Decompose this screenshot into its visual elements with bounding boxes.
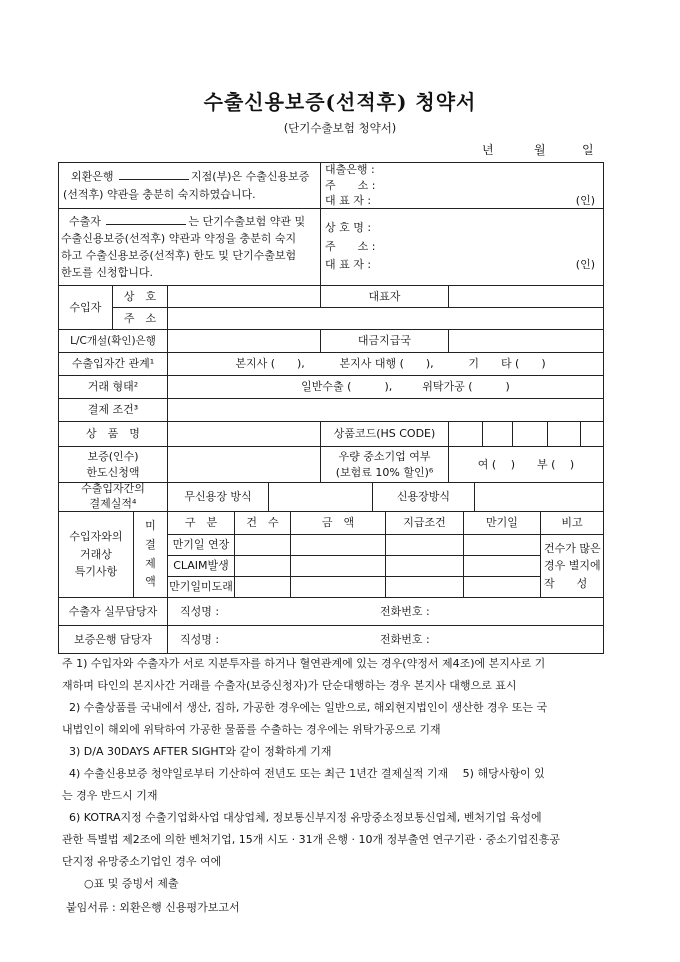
- importer-rep-input[interactable]: [448, 285, 604, 308]
- guarantee-label-1: 보증(인수): [87, 450, 139, 464]
- hs-code-box[interactable]: [448, 421, 483, 447]
- bank-stmt-prefix: 외환은행: [71, 169, 114, 183]
- footnote-line: 6) KOTRA지정 수출기업화사업 대상업체, 정보통신부지정 유망중소정보통신업체, 벤처기업 육성에: [62, 811, 542, 824]
- exporter-stmt-suffix: 는 단기수출보험 약관 및: [188, 214, 306, 228]
- hs-code-box[interactable]: [547, 421, 581, 447]
- payment-terms-label: 결제 조건³: [58, 398, 168, 422]
- col-header-remark: 비고: [540, 511, 604, 535]
- exporter-address-field[interactable]: 주 소 :: [325, 239, 376, 253]
- bank-contact-name-field[interactable]: 직성명 :: [180, 632, 220, 646]
- hs-code-box[interactable]: [512, 421, 548, 447]
- importer-name-label: 상 호: [112, 285, 168, 308]
- sme-label-1: 우량 중소기업 여부: [338, 450, 431, 464]
- special-label-1: 수입자와의: [69, 530, 123, 544]
- bank-contact-fields: [167, 625, 604, 654]
- exporter-stmt-prefix: 수출자: [69, 214, 101, 228]
- table-cell[interactable]: [463, 555, 541, 577]
- trade-general-option[interactable]: 일반수출 ( ),: [301, 380, 393, 394]
- footnote-line: 는 경우 반드시 기재: [62, 789, 158, 802]
- importer-label: 수입자: [58, 285, 113, 330]
- table-cell[interactable]: [385, 534, 464, 556]
- guarantee-label-2: 한도신청액: [86, 465, 140, 479]
- col-header-category: 구 분: [167, 511, 235, 535]
- exporter-blank[interactable]: [106, 214, 186, 225]
- exporter-stmt-line3: 하고 수출신용보증(선적후) 한도 및 단기수출보험: [61, 249, 297, 262]
- exporter-info: [320, 208, 604, 286]
- row-label-claim: CLAIM발생: [167, 555, 235, 577]
- trade-type-options: [167, 375, 604, 399]
- product-label: 상 품 명: [58, 421, 168, 447]
- lc-input[interactable]: [474, 482, 604, 512]
- date-year: 년: [482, 143, 494, 157]
- relation-agent-option[interactable]: 본지사 대행 ( ),: [339, 357, 434, 371]
- table-cell[interactable]: [385, 576, 464, 598]
- footnote-line: 3) D/A 30DAYS AFTER SIGHT와 같이 정확하게 기재: [62, 745, 332, 758]
- loan-bank-field[interactable]: 대출은행 :: [325, 162, 375, 176]
- trade-consign-option[interactable]: 위탁가공 ( ): [422, 380, 510, 394]
- col-header-count: 건 수: [234, 511, 291, 535]
- lc-label: 신용장방식: [372, 482, 475, 512]
- importer-rep-label: 대표자: [320, 285, 449, 308]
- exporter-contact-phone-field[interactable]: 전화번호 :: [380, 604, 430, 618]
- date-day: 일: [582, 143, 594, 157]
- relation-label: 수출입자간 관계¹: [58, 352, 168, 376]
- date-month: 월: [534, 143, 546, 157]
- importer-name-input[interactable]: [167, 285, 321, 308]
- footnote-line: 4) 수출신용보증 청약일로부터 기산하여 전년도 또는 최근 1년간 결제실적 기재 5) 해당사항이 있: [62, 767, 545, 780]
- remark-line: 경우 별지에: [544, 559, 601, 573]
- settlement-label: [58, 482, 168, 512]
- settlement-label-2: 결제실적⁴: [89, 497, 137, 510]
- hs-code-label: 상품코드(HS CODE): [320, 421, 449, 447]
- payment-terms-input[interactable]: [167, 398, 604, 422]
- sme-label: [320, 446, 449, 483]
- unpaid-char: 미: [145, 519, 156, 533]
- col-header-terms: 지급조건: [385, 511, 464, 535]
- footnote-line: 내법인이 해외에 위탁하여 가공한 물품를 수출하는 경우에는 위탁가공으로 기재: [62, 723, 441, 736]
- hs-code-box[interactable]: [580, 421, 604, 447]
- payment-country-label: 대금지급국: [320, 329, 449, 353]
- footnote-line: 주 1) 수입자와 수출자가 서로 지분투자를 하거나 혈연관계에 있는 경우(약정서 제4조)에 본지사로 기: [62, 657, 546, 670]
- table-cell[interactable]: [463, 576, 541, 598]
- bank-stmt-line2: (선적후) 약관을 충분히 숙지하였습니다.: [63, 187, 256, 201]
- remark-line: 작 성: [544, 576, 588, 590]
- bank-rep-field[interactable]: 대 표 자 :: [325, 194, 372, 208]
- exporter-rep-field[interactable]: 대 표 자 :: [325, 258, 372, 272]
- exporter-contact-fields: [167, 597, 604, 626]
- table-cell[interactable]: [234, 576, 291, 598]
- payment-country-input[interactable]: [448, 329, 604, 353]
- non-lc-input[interactable]: [268, 482, 373, 512]
- sme-options: [448, 446, 604, 483]
- importer-addr-input[interactable]: [167, 307, 604, 330]
- sme-no-option[interactable]: 부 ( ): [537, 457, 575, 471]
- table-cell[interactable]: [234, 555, 291, 577]
- table-cell[interactable]: [290, 576, 386, 598]
- unpaid-char: 결: [145, 537, 156, 551]
- exporter-seal: (인): [575, 258, 595, 272]
- guarantee-amount-input[interactable]: [167, 446, 321, 483]
- footnote-line: 재하며 타인의 본지사간 거래를 수출자(보증신청자)가 단순대행하는 경우 본지사 대행으로 표시: [62, 679, 517, 692]
- remark-line: 건수가 많은: [544, 541, 601, 555]
- settlement-label-1: 수출입자간의: [81, 482, 145, 496]
- footnotes: [62, 653, 607, 919]
- exporter-contact-label: 수출자 실무담당자: [58, 597, 168, 626]
- special-label-3: 특기사항: [74, 565, 118, 579]
- lc-bank-input[interactable]: [167, 329, 321, 353]
- bank-info: [320, 162, 604, 209]
- bank-stmt-suffix: 지점(부)은 수출신용보증: [191, 169, 310, 183]
- col-header-maturity: 만기일: [463, 511, 541, 535]
- exporter-stmt-line2: 수출신용보증(선적후) 약관과 약정을 충분히 숙지: [61, 231, 297, 245]
- sme-label-2: (보험료 10% 할인)⁶: [335, 465, 434, 479]
- bank-statement: [58, 162, 321, 209]
- relation-branch-option[interactable]: 본지사 ( ),: [235, 357, 305, 371]
- unpaid-char: 제: [145, 556, 156, 570]
- attachment-line: 붙임서류 : 외환은행 신용평가보고서: [66, 901, 240, 914]
- exporter-statement: [58, 208, 321, 286]
- footnote-line: 관한 특별법 제2조에 의한 벤처기업, 15개 시도 · 31개 은행 · 10개 정부출연 연구기관 · 중소기업진흥공: [62, 833, 560, 846]
- product-input[interactable]: [167, 421, 321, 447]
- form-title: 수출신용보증(선적후) 청약서: [203, 90, 477, 114]
- exporter-stmt-line4: 한도를 신청합니다.: [61, 266, 154, 280]
- unpaid-char: 액: [145, 575, 156, 589]
- unpaid-label: [133, 511, 168, 598]
- table-cell[interactable]: [463, 534, 541, 556]
- importer-addr-label: 주 소: [112, 307, 168, 330]
- table-cell[interactable]: [290, 555, 386, 577]
- guarantee-label: [58, 446, 168, 483]
- special-label-2: 거래상: [80, 547, 112, 561]
- exporter-name-field[interactable]: 상 호 명 :: [325, 220, 372, 234]
- special-label: [58, 511, 134, 598]
- exporter-contact-name-field[interactable]: 직성명 :: [180, 604, 220, 618]
- relation-other-option[interactable]: 기 타 ( ): [468, 357, 546, 371]
- footnote-line: 2) 수출상품를 국내에서 생산, 집하, 가공한 경우에는 일반으로, 해외현지법인이 생산한 경우 또는 국: [62, 701, 548, 714]
- table-cell[interactable]: [385, 555, 464, 577]
- relation-options: [167, 352, 604, 376]
- col-header-amount: 금 액: [290, 511, 386, 535]
- form-subtitle: (단기수출보험 청약서): [283, 121, 397, 135]
- sme-yes-option[interactable]: 여 ( ): [477, 457, 515, 471]
- table-cell[interactable]: [234, 534, 291, 556]
- hs-code-box[interactable]: [482, 421, 513, 447]
- footnote-line: 단지정 유망중소기업인 경우 여에: [62, 855, 222, 868]
- bank-contact-label: 보증은행 담당자: [58, 625, 168, 654]
- row-label-not-due: 만기일미도래: [167, 576, 235, 598]
- footnote-line: ○표 및 증빙서 제출: [62, 877, 179, 890]
- table-cell[interactable]: [290, 534, 386, 556]
- row-label-extension: 만기일 연장: [167, 534, 235, 556]
- branch-blank[interactable]: [119, 169, 189, 180]
- bank-address-field[interactable]: 주 소 :: [325, 178, 376, 192]
- non-lc-label: 무신용장 방식: [167, 482, 269, 512]
- trade-type-label: 거래 형태²: [58, 375, 168, 399]
- bank-seal: (인): [575, 194, 595, 208]
- lc-bank-label: L/C개설(확인)은행: [58, 329, 168, 353]
- bank-contact-phone-field[interactable]: 전화번호 :: [380, 632, 430, 646]
- remark-cell: [540, 534, 604, 598]
